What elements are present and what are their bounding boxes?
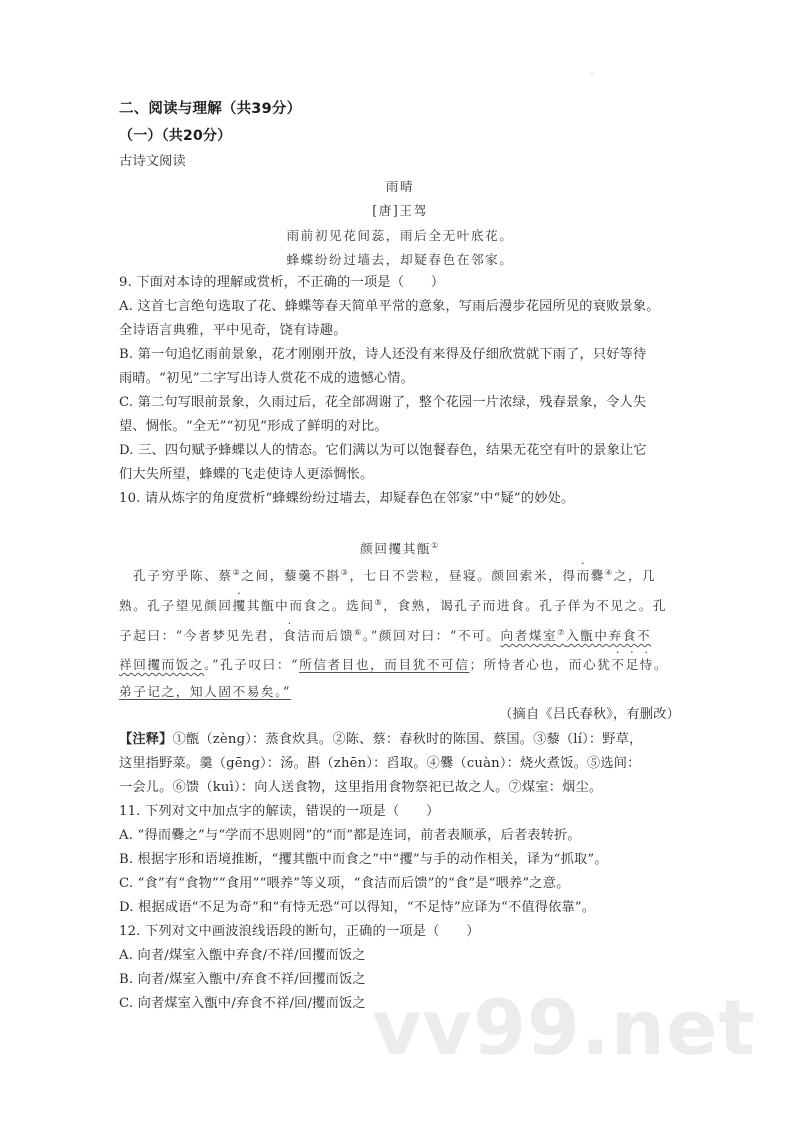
section-subtitle: （一）（共20分） [119, 128, 232, 144]
passage-text: ，食熟，谒孔子而进食。孔子佯为不见之。孔 [383, 598, 668, 613]
q9-option-b-line1: B. 第一句追忆雨前景象，花才刚刚开放，诗人还没有来得及仔细欣赏就下雨了，只好等待 [119, 347, 647, 362]
q11-option-d: D. 根据成语“不足为奇”和“有恃无恐”可以得知，“不足恃”应译为“不值得依靠”。 [119, 900, 596, 915]
passage-text: 洁而后馈 [297, 628, 355, 643]
passage-text: 之间，藜羹不斟 [241, 568, 341, 583]
q9-option-d-line2: 们大失所望，蜂蝶的飞走使诗人更添惆怅。 [119, 467, 374, 482]
passage-line-4 [119, 656, 668, 674]
q12-option-b: B. 向者/煤室入甑中/弃食不祥/回攫而饭之 [119, 972, 366, 987]
notes-line-3: 一会儿。⑥馈（kuì）：向人送食物，这里指用食物祭祀已故之人。⑦煤室：烟尘。 [119, 780, 603, 795]
q9-option-c-line2: 望、惆怅。“全无”“初见”形成了鲜明的对比。 [119, 419, 388, 434]
passage-text: 。”孔子叹曰：“ [204, 657, 300, 672]
passage-line-1 [119, 567, 656, 585]
passage-text: 孔子穷乎陈、蔡 [119, 568, 233, 583]
underlined-text: 弟子记之，知人固不易矣。” [119, 684, 292, 699]
passage-line-5 [119, 683, 291, 701]
wavy-underlined-text: 祥回攫而饭之 [119, 657, 205, 672]
passage-source: （摘自《吕氏春秋》，有删改） [499, 707, 680, 722]
footnote-marker: ③ [340, 567, 350, 577]
underlined-text: 所信者目也，而目犹不可信 [299, 657, 470, 672]
q10-stem: 10. 请从炼字的角度赏析“蜂蝶纷纷过墙去，却疑春色在邻家”中“疑”的妙处。 [119, 491, 575, 506]
footnote-marker: ⑤ [374, 597, 384, 607]
notes-line-2: 这里指野菜。羹（gēng）：汤。斟（zhēn）：舀取。④爨（cuàn）：烧火煮饭。⑤选间： [119, 756, 641, 771]
passage-text: ；所恃者心也，而心犹 [469, 657, 612, 672]
scan-speck [590, 72, 594, 75]
passage-line-2 [119, 597, 667, 615]
passage-text: ，七日不尝粒，昼寝。颜回索米，得 [349, 568, 577, 583]
passage-title [0, 540, 800, 558]
notes-line-1 [119, 731, 642, 749]
notes-text: ①甑（zèng）：蒸食炊具。②陈、蔡：春秋时的陈国、蔡国。③藜（lí）：野草， [172, 732, 643, 747]
dotted-char: 足 [625, 657, 640, 672]
footnote-marker: ⑥ [354, 627, 363, 637]
passage-line-3 [119, 627, 651, 645]
q11-stem: 11. 下列对文中加点字的解读，错误的一项是（ ） [119, 804, 440, 819]
passage-text: 。 [654, 657, 669, 672]
poem-title: 雨晴 [385, 179, 415, 194]
q11-option-b: B. 根据字形和语境推断，“攫其甑中而食之”中“攫”与手的动作相关，译为“抓取”。 [119, 852, 608, 867]
passage-text: 。”颜回对曰：“不可。 [362, 628, 501, 643]
passage-text: 之，几 [613, 568, 657, 583]
q9-option-d-line1: D. 三、四句赋予蜂蝶以人的情态。它们满以为可以饱餐春色，结果无花空有叶的景象让它 [119, 443, 647, 458]
q9-option-b-line2: 雨晴。“初见”二字写出诗人赏花不成的遗憾心情。 [119, 371, 415, 386]
section-category: 古诗文阅读 [119, 154, 186, 169]
dotted-char: 食 [283, 628, 298, 643]
q12-stem: 12. 下列对文中画波浪线语段的断句，正确的一项是（ ） [119, 924, 480, 939]
section-title: 二、阅读与理解（共39分） [119, 101, 302, 117]
dotted-char: 恃 [639, 657, 654, 672]
q11-option-c: C. “食”有“食物”“食用”“喂养”等义项，“食洁而后馈”的“食”是“喂养”之意。 [119, 876, 570, 891]
q9-option-c-line1: C. 第二句写眼前景象，久雨过后，花全部凋谢了，整个花园一片浓绿，残春景象，令人失 [119, 395, 647, 410]
footnote-marker: ④ [605, 567, 614, 577]
dotted-char: 不 [611, 657, 626, 672]
q9-stem: 9. 下面对本诗的理解或赏析，不正确的一项是（ ） [119, 275, 445, 290]
footnote-marker: ① [431, 540, 440, 550]
poem-line-1: 雨前初见花间蕊，雨后全无叶底花。 [286, 228, 514, 243]
passage-text: 子起曰：“今者梦见先君， [119, 628, 284, 643]
passage-text: 爨 [590, 568, 605, 583]
q9-option-a-line2: 全诗语言典雅，平中见奇，饶有诗趣。 [119, 323, 347, 338]
q12-option-c: C. 向者煤室入甑中/弃食不祥/回/攫而饭之 [119, 996, 366, 1011]
passage-text: 入甑中弃食不 [566, 628, 652, 643]
passage-title-text: 颜回攫其甑 [360, 541, 432, 556]
passage-text: 其甑中而食之。选间 [246, 598, 375, 613]
poem-author: [唐]王驾 [372, 203, 428, 218]
q9-option-a-line1: A. 这首七言绝句选取了花、蜂蝶等春天简单平常的意象，写雨后漫步花园所见的衰败景象。 [119, 299, 660, 314]
passage-text: 向者煤室 [500, 628, 558, 643]
footnote-marker: ② [232, 567, 242, 577]
watermark: vv99.net [372, 983, 756, 1072]
dotted-char: 而 [576, 568, 591, 583]
passage-text: 熟。孔子望见颜回 [119, 598, 233, 613]
dotted-char: 攫 [232, 598, 247, 613]
wavy-underlined-text [500, 628, 651, 643]
footnote-marker: ⑦ [557, 627, 567, 637]
notes-label: 【注释】 [119, 732, 173, 747]
q12-option-a: A. 向者/煤室入甑中弃食/不祥/回攫而饭之 [119, 948, 366, 963]
poem-line-2: 蜂蝶纷纷过墙去，却疑春色在邻家。 [286, 252, 514, 267]
q11-option-a: A. “得而爨之”与“学而不思则罔”的“而”都是连词，前者表顺承，后者表转折。 [119, 828, 581, 843]
